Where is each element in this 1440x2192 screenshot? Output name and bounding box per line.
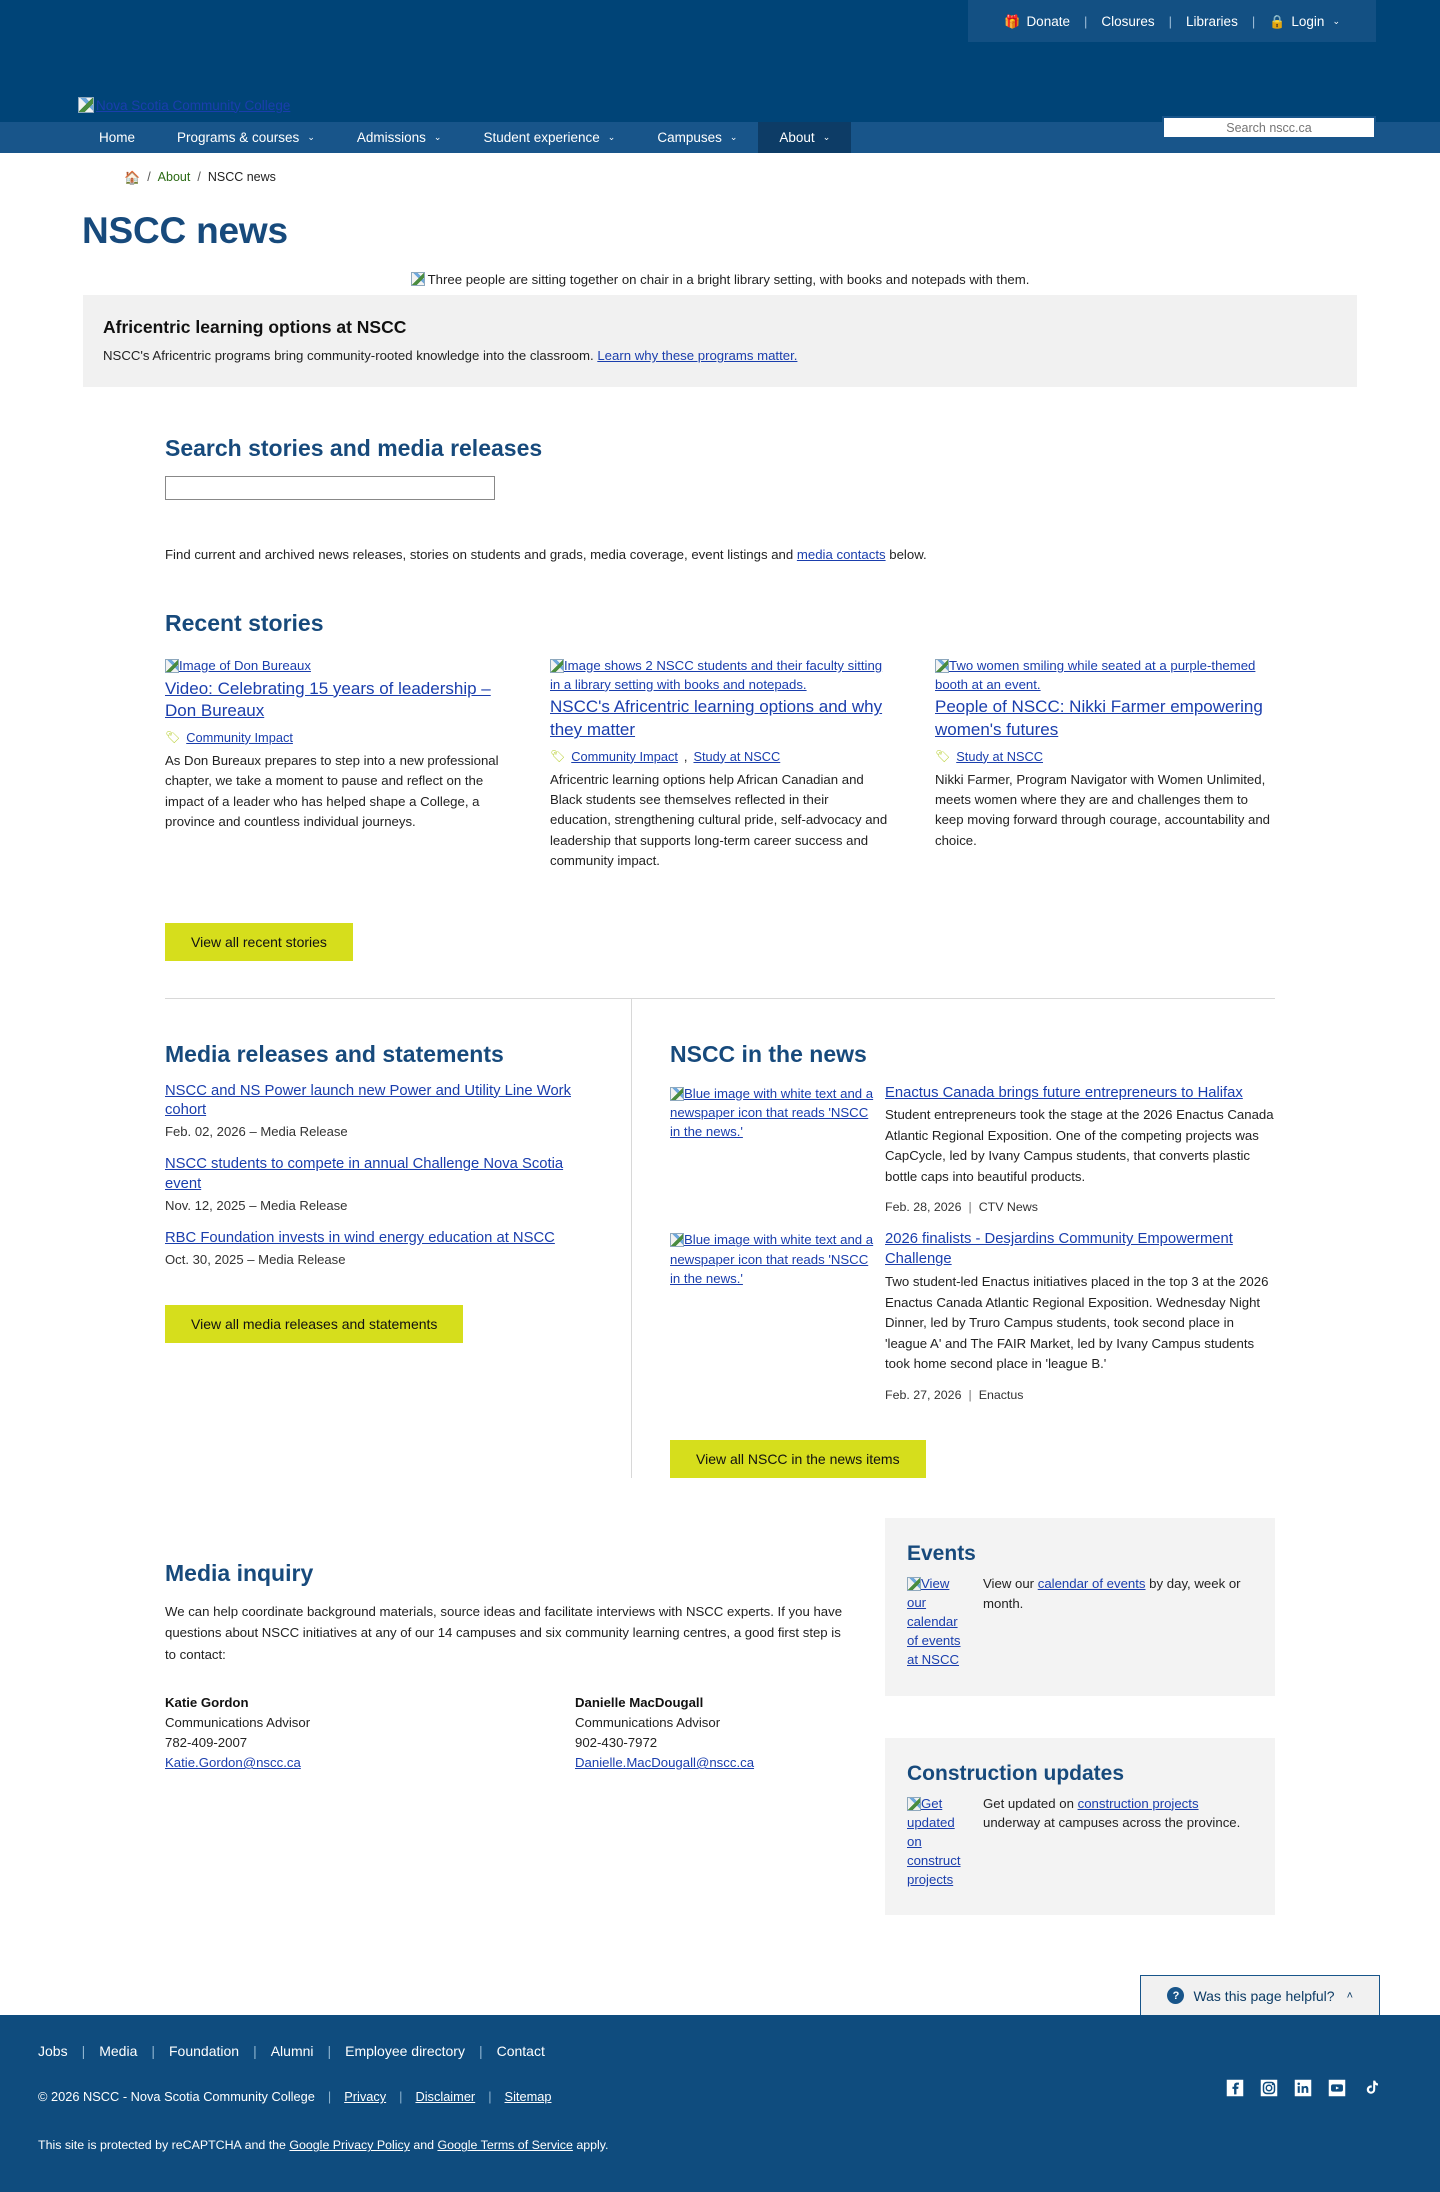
news-source: CTV News	[978, 1200, 1038, 1215]
news-image-link[interactable]	[670, 1230, 875, 1401]
chevron-down-icon: ⌄	[822, 132, 831, 142]
release-item	[165, 1155, 585, 1213]
news-item	[670, 1084, 1275, 1215]
news-image-link[interactable]	[670, 1084, 875, 1215]
media-contacts-link[interactable]: media contacts	[796, 547, 886, 562]
story-image-link[interactable]	[935, 657, 1275, 694]
nav-item-about[interactable]	[758, 122, 851, 153]
footer-separator: |	[327, 2089, 332, 2105]
news-title-link[interactable]: 2026 finalists - Desjardins Community Empowerment Challenge	[885, 1231, 1233, 1268]
feedback-widget-wrapper	[0, 1975, 1440, 2015]
contact-phone: 782-409-2007	[165, 1735, 248, 1750]
news-meta	[885, 1200, 1275, 1214]
broken-image-icon	[670, 1087, 684, 1101]
events-card	[885, 1518, 1275, 1696]
news-date: Feb. 28, 2026	[885, 1200, 962, 1215]
footer-separator: |	[478, 2043, 483, 2060]
contact-card	[575, 1695, 843, 1770]
feature-image-placeholder	[83, 272, 1357, 295]
utility-separator: |	[1083, 13, 1088, 29]
nav-item-programs-courses-label: Programs & courses	[177, 130, 300, 145]
news-source: Enactus	[978, 1387, 1024, 1402]
news-image-alt-text: Blue image with white text and a newspaper icon that reads 'NSCC in the news.'	[670, 1085, 874, 1139]
breadcrumb-current: NSCC news	[207, 170, 276, 184]
construction-card-text	[983, 1794, 1253, 1890]
news-item-body	[885, 1084, 1275, 1215]
contact-phone: 902-430-7972	[575, 1735, 658, 1750]
story-image-alt-text: Image of Don Bureaux	[179, 658, 311, 673]
construction-image-link[interactable]	[907, 1794, 971, 1890]
site-logo-link[interactable]	[78, 97, 290, 113]
feature-box	[83, 295, 1357, 387]
construction-card-body	[907, 1794, 1253, 1890]
media-releases-heading: Media releases and statements	[165, 1040, 504, 1067]
question-icon: ?	[1167, 1987, 1184, 2004]
google-terms-of-service-link[interactable]: Google Terms of Service	[437, 2138, 573, 2153]
story-title-link[interactable]: People of NSCC: Nikki Farmer empowering women's futures	[935, 697, 1263, 740]
footer-link-employee-directory[interactable]: Employee directory	[345, 2043, 465, 2060]
in-the-news-heading: NSCC in the news	[670, 1040, 867, 1067]
contact-email-link[interactable]: Katie.Gordon@nscc.ca	[165, 1755, 301, 1770]
footer-copyright: © 2026 NSCC - Nova Scotia Community College	[38, 2089, 315, 2105]
nav-item-about-label: About	[779, 130, 815, 145]
footer-link-contact[interactable]: Contact	[496, 2043, 545, 2060]
footer-link-foundation[interactable]: Foundation	[169, 2043, 240, 2060]
contact-role: Communications Advisor	[575, 1715, 721, 1730]
news-meta-separator: |	[968, 1200, 972, 1215]
story-card	[550, 657, 890, 885]
breadcrumb-item-about[interactable]: About	[157, 170, 191, 184]
news-meta	[885, 1388, 1275, 1402]
construction-text-after: underway at campuses across the province.	[983, 1815, 1241, 1831]
footer-separator: |	[151, 2043, 155, 2060]
footer-separator: |	[488, 2089, 492, 2105]
lock-icon: 🔒	[1269, 13, 1286, 29]
broken-image-icon	[78, 97, 94, 113]
construction-projects-link[interactable]: construction projects	[1077, 1795, 1199, 1811]
feedback-label: Was this page helpful?	[1193, 1987, 1335, 2004]
events-card-text	[983, 1574, 1253, 1670]
broken-image-icon	[165, 659, 179, 673]
nav-item-programs-courses[interactable]	[156, 122, 336, 153]
footer-link-jobs[interactable]: Jobs	[38, 2043, 68, 2060]
footer-social-links	[1224, 2077, 1382, 2099]
release-item	[165, 1229, 585, 1267]
tag-comma: ,	[683, 748, 688, 764]
utility-separator: |	[1168, 13, 1173, 29]
chevron-down-icon: ⌄	[307, 132, 315, 142]
page-content	[0, 153, 1440, 2015]
feature-link[interactable]: Learn why these programs matter.	[597, 348, 798, 363]
news-date: Feb. 27, 2026	[885, 1387, 962, 1402]
events-card-heading: Events	[907, 1541, 976, 1565]
story-description: As Don Bureaux prepares to step into a new professional chapter, we take a moment to pause and reflect on the impact of a leader who has helped shape a College, a province and countless individual journeys.	[165, 752, 499, 829]
footer-link-privacy[interactable]: Privacy	[344, 2089, 387, 2105]
footer-link-alumni[interactable]: Alumni	[270, 2043, 314, 2060]
media-contacts-grid	[165, 1695, 843, 1770]
broken-image-icon	[411, 272, 425, 286]
youtube-icon[interactable]	[1326, 2077, 1348, 2099]
events-text-after: by day, week or month.	[983, 1575, 1241, 1611]
contact-role: Communications Advisor	[165, 1715, 311, 1730]
feature-banner	[83, 272, 1357, 387]
story-card	[935, 657, 1275, 885]
stories-search-input[interactable]	[166, 477, 494, 499]
site-logo-alt-text: Nova Scotia Community College	[96, 97, 291, 113]
story-image-link[interactable]	[165, 657, 505, 676]
nav-item-home-label: Home	[99, 130, 136, 145]
nav-item-campuses[interactable]	[636, 122, 758, 153]
breadcrumb-separator: /	[147, 170, 151, 184]
main-content	[83, 435, 1357, 1915]
linkedin-icon[interactable]	[1292, 2077, 1314, 2099]
utility-link-libraries-label: Libraries	[1186, 13, 1238, 29]
construction-text-before: Get updated on	[983, 1795, 1078, 1811]
story-tag[interactable]: Study at NSCC	[956, 748, 1044, 764]
in-the-news-button-row	[670, 1440, 1275, 1478]
tag-icon: 🏷	[550, 749, 566, 764]
sidebar-cards	[885, 1518, 1275, 1915]
contact-name: Danielle MacDougall	[575, 1695, 704, 1710]
story-tags	[935, 749, 1275, 764]
chevron-down-icon: ⌄	[607, 132, 616, 142]
site-footer	[0, 2015, 1440, 2192]
feedback-widget[interactable]	[1140, 1975, 1380, 2015]
utility-link-libraries[interactable]	[1172, 14, 1252, 29]
chevron-down-icon: ⌄	[433, 132, 442, 142]
story-image-link[interactable]	[550, 657, 890, 694]
calendar-of-events-link[interactable]: calendar of events	[1037, 1575, 1146, 1591]
story-tag[interactable]: Community Impact	[571, 748, 678, 764]
utility-link-login-label: Login	[1291, 13, 1325, 29]
story-image-alt-text: Image shows 2 NSCC students and their faculty sitting in a library setting with books and notepads.	[550, 658, 883, 692]
footer-separator: |	[327, 2043, 332, 2060]
nav-item-campuses-label: Campuses	[657, 130, 722, 145]
search-intro-after: below.	[885, 547, 927, 562]
release-title-link[interactable]: NSCC and NS Power launch new Power and Utility Line Work cohort	[165, 1082, 571, 1119]
recaptcha-text-after: apply.	[572, 2138, 609, 2153]
view-all-media-releases-button[interactable]: View all media releases and statements	[165, 1305, 463, 1343]
story-image-alt-text: Two women smiling while seated at a purple-themed booth at an event.	[935, 658, 1256, 692]
contact-card	[165, 1695, 575, 1770]
instagram-icon[interactable]	[1258, 2077, 1280, 2099]
tag-icon: 🏷	[165, 730, 181, 745]
media-releases-column	[165, 999, 585, 1478]
utility-link-login[interactable]	[1255, 14, 1354, 29]
story-tags	[165, 730, 505, 745]
feature-heading: Africentric learning options at NSCC	[103, 317, 407, 337]
footer-recaptcha-notice	[0, 2138, 1440, 2152]
breadcrumb-separator: /	[197, 170, 201, 184]
contact-email-link[interactable]: Danielle.MacDougall@nscc.ca	[575, 1755, 755, 1770]
broken-image-icon	[907, 1577, 921, 1591]
broken-image-icon	[935, 659, 949, 673]
chevron-down-icon: ⌄	[1332, 15, 1340, 26]
utility-link-closures-label: Closures	[1101, 13, 1155, 29]
release-meta: Feb. 02, 2026 – Media Release	[165, 1124, 348, 1140]
nav-item-admissions[interactable]	[336, 122, 463, 153]
utility-separator: |	[1251, 13, 1256, 29]
tiktok-icon[interactable]	[1360, 2077, 1382, 2099]
contact-name: Katie Gordon	[165, 1695, 249, 1710]
release-title-link[interactable]: RBC Foundation invests in wind energy education at NSCC	[165, 1229, 555, 1246]
nav-item-admissions-label: Admissions	[356, 130, 426, 145]
recent-stories-heading: Recent stories	[165, 610, 324, 636]
search-intro-before: Find current and archived news releases, stories on students and grads, media coverage, event listings and	[165, 547, 797, 562]
utility-link-closures[interactable]	[1087, 14, 1168, 29]
recent-stories-button-row	[165, 923, 1275, 961]
story-tag[interactable]: Study at NSCC	[693, 748, 781, 764]
footer-link-media[interactable]: Media	[99, 2043, 138, 2060]
footer-separator: |	[81, 2043, 86, 2060]
in-the-news-column	[631, 999, 1275, 1478]
facebook-icon[interactable]	[1224, 2077, 1246, 2099]
site-header	[0, 42, 1440, 122]
news-description: Student entrepreneurs took the stage at the 2026 Enactus Canada Atlantic Regional Exposition. One of the competing projects was CapCycle, led by Ivany Campus students, that converts plastic bottle caps into beautiful products.	[885, 1107, 1274, 1184]
stories-search-box[interactable]	[165, 476, 495, 500]
utility-link-donate-label: Donate	[1026, 13, 1070, 29]
tag-icon: 🏷	[935, 749, 951, 764]
story-description: Africentric learning options help African Canadian and Black students see themselves reflected in their education, strengthening cultural pride, self-advocacy and leadership that supports long-term career success and community impact.	[550, 771, 888, 868]
media-inquiry-heading: Media inquiry	[165, 1559, 314, 1586]
recaptcha-text-mid: and	[409, 2138, 438, 2153]
footer-link-disclaimer[interactable]: Disclaimer	[415, 2089, 476, 2105]
utility-links	[968, 0, 1376, 42]
view-all-recent-stories-button[interactable]: View all recent stories	[165, 923, 353, 961]
construction-updates-card	[885, 1738, 1275, 1916]
feature-body-text: NSCC's Africentric programs bring community-rooted knowledge into the classroom.	[103, 348, 598, 363]
broken-image-icon	[907, 1797, 921, 1811]
story-card	[165, 657, 505, 885]
construction-card-heading: Construction updates	[907, 1761, 1125, 1785]
footer-separator: |	[253, 2043, 257, 2060]
gift-icon: 🎁	[1004, 13, 1021, 29]
broken-image-icon	[550, 659, 564, 673]
page-title: NSCC news	[82, 210, 288, 251]
story-tags	[550, 749, 890, 764]
story-title-link[interactable]: Video: Celebrating 15 years of leadership – Don Bureaux	[165, 678, 491, 721]
release-item	[165, 1082, 585, 1140]
utility-link-donate[interactable]	[990, 14, 1084, 29]
google-privacy-policy-link[interactable]: Google Privacy Policy	[289, 2138, 410, 2153]
construction-image-alt-text: Get updated on construct projects	[907, 1795, 961, 1888]
search-input[interactable]	[1164, 118, 1374, 137]
recent-stories-grid	[165, 657, 1275, 885]
feature-body	[103, 348, 1337, 363]
chevron-down-icon: ⌄	[729, 132, 738, 142]
events-image-link[interactable]	[907, 1574, 971, 1670]
release-meta: Nov. 12, 2025 – Media Release	[165, 1197, 348, 1213]
news-description: Two student-led Enactus initiatives placed in the top 3 at the 2026 Enactus Canada Atlantic Regional Exposition. Wednesday Night Dinner, led by Truro Campus students, took second place in 'league A' and The FAIR Market, led by Ivany Campus students took home second place in 'league B.'	[885, 1274, 1269, 1372]
release-title-link[interactable]: NSCC students to compete in annual Challenge Nova Scotia event	[165, 1156, 564, 1192]
search-section-heading: Search stories and media releases	[165, 435, 543, 461]
news-item	[670, 1230, 1275, 1401]
news-meta-separator: |	[968, 1387, 972, 1402]
events-image-alt-text: View our calendar of events at NSCC	[907, 1575, 961, 1668]
events-text-before: View our	[983, 1575, 1038, 1591]
story-tag[interactable]: Community Impact	[186, 729, 293, 745]
story-title-link[interactable]: NSCC's Africentric learning options and why they matter	[550, 697, 883, 740]
feature-image-alt-text: Three people are sitting together on chair in a bright library setting, with books and notepads with them.	[427, 272, 1030, 287]
story-description: Nikki Farmer, Program Navigator with Women Unlimited, meets women where they are and challenges them to keep moving forward through courage, accountability and choice.	[935, 771, 1271, 848]
footer-nav-links	[0, 2043, 1440, 2059]
lower-section	[165, 1518, 1275, 1915]
chevron-up-icon: ˄	[1346, 1989, 1353, 2002]
nav-item-student-experience[interactable]	[462, 122, 636, 153]
utility-bar	[0, 0, 1440, 42]
footer-separator: |	[399, 2089, 403, 2105]
media-inquiry-body: We can help coordinate background materials, source ideas and facilitate interviews with NSCC experts. If you have questions about NSCC initiatives at any of our 14 campuses and six community learning centres, a good first step is to contact:	[165, 1603, 843, 1662]
breadcrumb	[0, 153, 1440, 184]
header-search[interactable]	[1162, 116, 1376, 139]
events-card-body	[907, 1574, 1253, 1670]
broken-image-icon	[670, 1233, 684, 1247]
view-all-news-items-button[interactable]: View all NSCC in the news items	[670, 1440, 926, 1478]
recaptcha-text-before: This site is protected by reCAPTCHA and the	[38, 2138, 290, 2153]
search-intro-text	[165, 547, 1275, 562]
news-title-link[interactable]: Enactus Canada brings future entrepreneurs to Halifax	[885, 1084, 1243, 1101]
nav-item-student-experience-label: Student experience	[483, 130, 600, 145]
news-item-body	[885, 1230, 1275, 1401]
media-inquiry-column	[165, 1518, 843, 1915]
nav-item-home[interactable]	[78, 122, 156, 153]
footer-link-sitemap[interactable]: Sitemap	[504, 2089, 552, 2105]
release-meta: Oct. 30, 2025 – Media Release	[165, 1251, 346, 1267]
news-image-alt-text: Blue image with white text and a newspaper icon that reads 'NSCC in the news.'	[670, 1232, 874, 1286]
home-icon[interactable]: 🏠	[124, 169, 141, 185]
releases-news-columns	[165, 999, 1275, 1478]
media-releases-button-row	[165, 1305, 585, 1343]
